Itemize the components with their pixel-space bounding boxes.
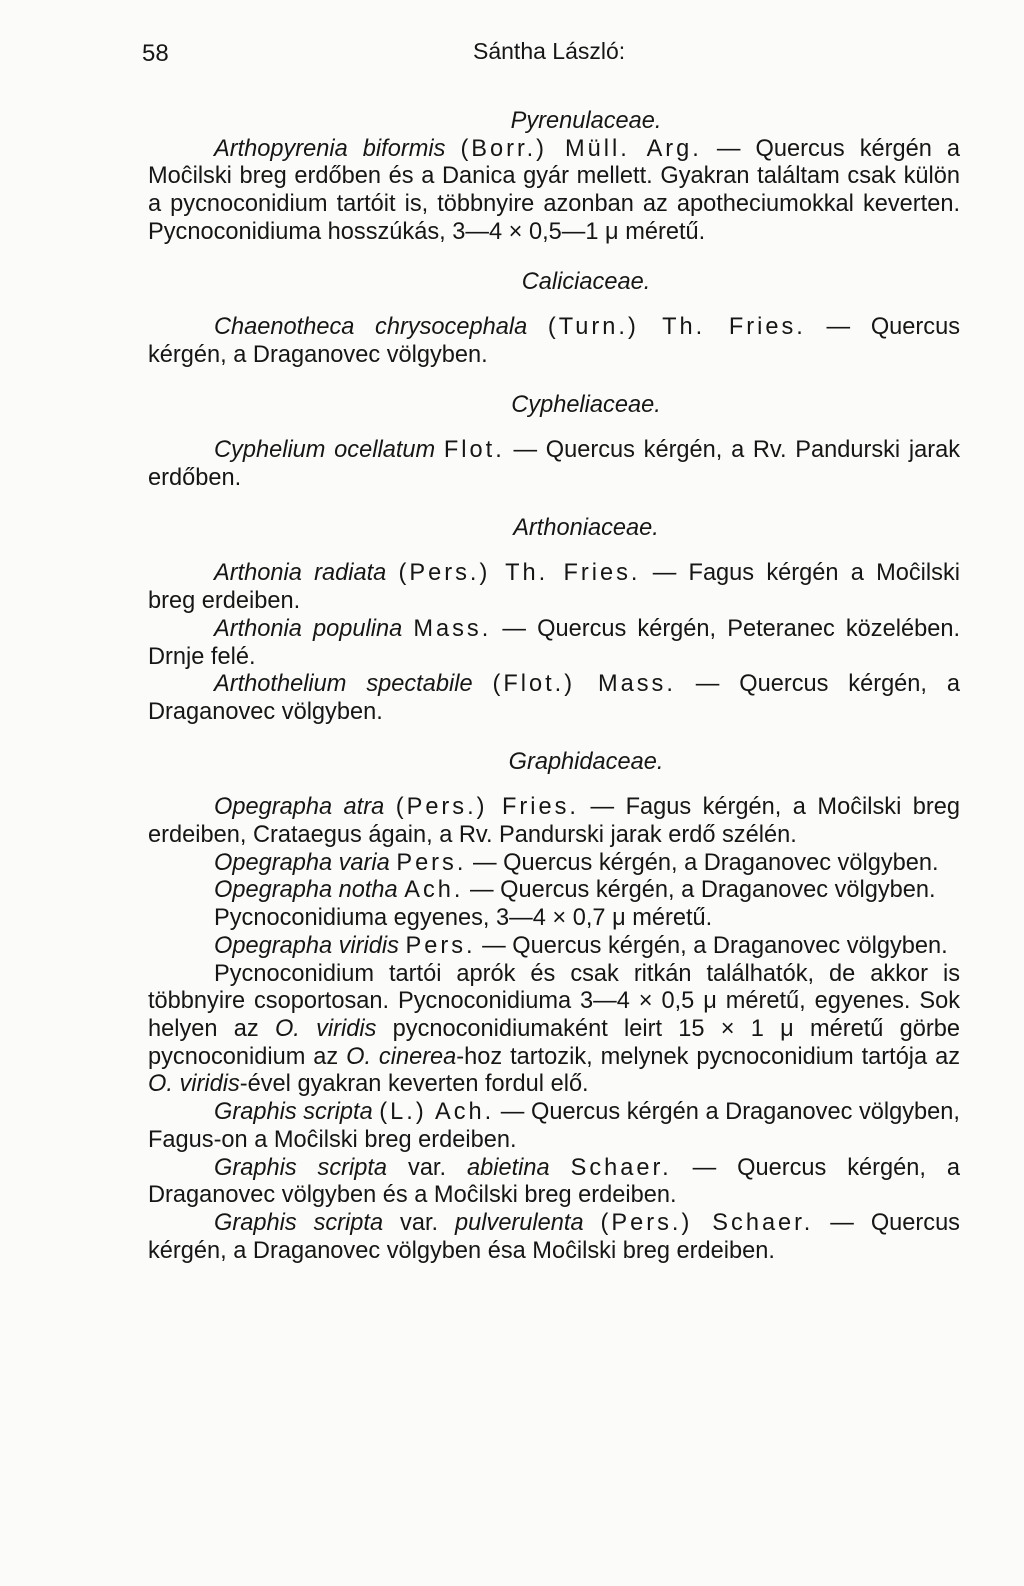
- entry-opegrapha-notha: [148, 877, 960, 905]
- entry-arthonia-populina: [148, 616, 960, 671]
- taxon-author: Flot.: [443, 437, 505, 464]
- taxon-name: Opegrapha varia: [214, 849, 390, 876]
- entry-text: — Quercus kérgén a Moĉilski breg erdőben és a Danica gyár mellett. Gyakran találtam csak külön a pycnoconidium tartóit is, többnyire azonban az apotheciumokkal keverten. Pycnoconidiuma hosszúkás, 3—4 × 0,5—1 μ méretű.: [148, 135, 961, 245]
- variety-name: abietina: [467, 1154, 550, 1181]
- taxon-name: Opegrapha atra: [214, 794, 385, 821]
- entry-graphis-scripta-pulverulenta: [148, 1210, 960, 1265]
- entry-arthothelium-spectabile: [148, 671, 960, 726]
- entry-opegrapha-viridis: [148, 933, 960, 961]
- entry-text: — Quercus kérgén, a Rv. Pandurski jarak erdőben.: [148, 437, 961, 492]
- taxon-name: Graphis scripta: [214, 1099, 373, 1126]
- entry-text: — Quercus kérgén, a Draganovec völgyben.: [482, 932, 948, 959]
- taxon-name: Opegrapha notha: [214, 877, 398, 904]
- taxon-author: (Pers.) Th. Fries.: [398, 560, 641, 587]
- entry-arthopyrenia-biformis: [148, 136, 960, 247]
- taxon-name: Chaenotheca chrysocephala: [214, 314, 528, 341]
- entry-text: — Quercus kérgén, a Draganovec völgyben ésa Moĉilski breg erdeiben.: [148, 1209, 960, 1264]
- variety-marker: var.: [400, 1209, 439, 1236]
- entry-text: — Quercus kérgén, a Draganovec völgyben.: [148, 314, 960, 368]
- entry-arthonia-radiata: [148, 560, 960, 615]
- taxon-author: (Pers.) Schaer.: [600, 1209, 814, 1236]
- taxon-author: (Turn.) Th. Fries.: [547, 314, 806, 341]
- section-heading-caliciaceae: Caliciaceae.: [521, 268, 651, 295]
- entry-text: — Quercus kérgén a Draganovec völgyben, Fagus-on a Moĉilski breg erdeiben.: [148, 1099, 960, 1153]
- taxon-name: O. viridis: [274, 1015, 377, 1042]
- taxon-name: Graphis scripta: [214, 1209, 384, 1236]
- taxon-name: Opegrapha viridis: [214, 932, 399, 959]
- entry-graphis-scripta: [148, 1099, 960, 1154]
- taxon-name: Arthonia populina: [214, 615, 403, 642]
- note-text: -ével gyakran keverten fordul elő.: [239, 1071, 589, 1098]
- entry-opegrapha-atra: [148, 794, 960, 849]
- entry-text: — Quercus kérgén, a Draganovec völgyben.: [472, 849, 939, 876]
- section-heading-arthoniaceae: Arthoniaceae.: [513, 514, 659, 541]
- section-heading-cypheliaceae: Cypheliaceae.: [511, 391, 661, 418]
- taxon-author: Pers.: [396, 849, 467, 876]
- entry-text: — Quercus kérgén, Peteranec közelében. Drnje felé.: [148, 615, 961, 670]
- note-opegrapha-notha: Pycnoconidiuma egyenes, 3—4 × 0,7 μ méretű.: [214, 905, 713, 932]
- taxon-author: Mass.: [413, 615, 492, 642]
- note-opegrapha-viridis: [148, 961, 960, 1100]
- page-header: [0, 30, 1024, 70]
- section-heading-graphidaceae: Graphidaceae.: [508, 748, 664, 775]
- taxon-name: Arthonia radiata: [214, 560, 387, 587]
- entry-text: — Quercus kérgén, a Draganovec völgyben.: [148, 671, 960, 725]
- note-text: pycnoconidiumaként leirt 15 × 1 μ méretű görbe pycnoconidium az: [148, 1015, 961, 1070]
- taxon-author: (L.) Ach.: [379, 1099, 495, 1126]
- entry-graphis-scripta-abietina: [148, 1155, 960, 1210]
- taxon-author: Schaer.: [570, 1154, 672, 1181]
- entry-text: — Fagus kérgén, a Moĉilski breg erdeiben, Crataegus ágain, a Rv. Pandurski jarak erdő szélén.: [148, 794, 961, 849]
- section-heading-pyrenulaceae: Pyrenulaceae.: [510, 108, 662, 134]
- taxon-author: Ach.: [404, 877, 464, 904]
- taxon-author: (Borr.) Müll. Arg.: [460, 135, 702, 162]
- entry-text: — Quercus kérgén, a Draganovec völgyben és a Moĉilski breg erdeiben.: [148, 1154, 960, 1209]
- entry-cyphelium-ocellatum: [148, 437, 960, 492]
- taxon-author: Pers.: [405, 932, 476, 959]
- taxon-name: O. cinerea: [346, 1043, 457, 1070]
- taxon-author: (Flot.) Mass.: [492, 671, 676, 698]
- note-text: Pycnoconidium tartói aprók és csak ritkán találhatók, de akkor is többnyire csoportosan. Pycnoconidiuma 3—4 × 0,5 μ méretű, egyenes. Sok helyen az: [148, 960, 960, 1042]
- taxon-name: Graphis scripta: [214, 1154, 388, 1181]
- taxon-name: Arthopyrenia biformis: [214, 135, 446, 162]
- note-text: -hoz tartozik, melynek pycnoconidium tartója az: [456, 1043, 960, 1070]
- taxon-name: O. viridis: [148, 1071, 240, 1098]
- entry-chaenotheca-chrysocephala: [148, 314, 960, 369]
- entry-opegrapha-varia: [148, 850, 960, 878]
- taxon-name: Arthothelium spectabile: [214, 671, 473, 698]
- page-body: [148, 108, 960, 1265]
- entry-text: — Quercus kérgén, a Draganovec völgyben.: [470, 877, 936, 904]
- running-head: Sántha László:: [473, 38, 626, 64]
- variety-marker: var.: [408, 1154, 447, 1181]
- entry-text: — Fagus kérgén a Moĉilski breg erdeiben.: [148, 560, 960, 615]
- taxon-author: (Pers.) Fries.: [395, 794, 579, 821]
- variety-name: pulverulenta: [455, 1209, 584, 1236]
- page-number: 58: [142, 40, 169, 67]
- taxon-name: Cyphelium ocellatum: [214, 437, 436, 464]
